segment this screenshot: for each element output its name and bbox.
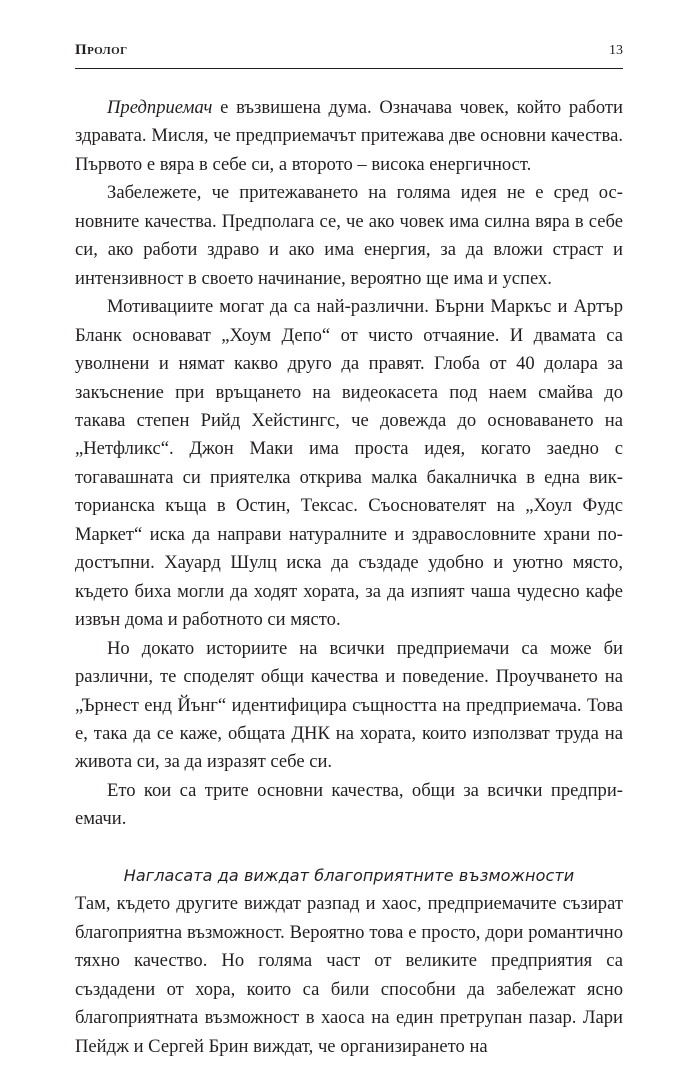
paragraph-3: Мотивациите могат да са най-различни. Бърни Маркъс и Артър Бланк основават „Хоум Депо“ от чисто отчаяние. И двамата са уволнени и нямат какво друго да правят. Глоба от 40 долара за закъснение при връщането на видеокасета под наем смайва до такава степен Рийд Хейстингс, че довежда до основаването на „Нетфликс“. Джон Маки има проста идея, когато заедно с тогавашната си приятелка открива малка бакалничка в една викторианска къща в Остин, Тексас. Съоснователят на „Хоул Фудс Маркет“ иска да направи натуралните и здравословните храни по-достъпни. Хауард Шулц иска да създаде удобно и уютно място, където биха могли да ходят хората, за да изпият чаша чудесно кафе извън дома и работното си място.: [75, 296, 623, 631]
running-header: [75, 42, 623, 66]
paragraph-5: Ето кои са трите основни качества, общи за всички предприемачи.: [75, 779, 623, 830]
section-paragraph: Там, където другите виждат разпад и хаос, предприемачите съзират благоприятна възможност. Вероятно това е просто, дори романтично тяхно качество. Но голяма част от великите предприятия са създадени от хора, които са били способни да забележат ясно благоприятната възможност в хаоса на един претрупан пазар. Лари Пейдж и Сергей Брин виждат, че организирането на: [75, 893, 623, 1057]
paragraph-1: [75, 94, 623, 179]
header-rule: [75, 68, 623, 69]
paragraph-4: Но докато историите на всички предприемачи са може би различни, те споделят общи качества и поведение. Проучването на „Ърнест енд Йънг“ идентифицира същността на предприемача. Това е, така да се каже, общата ДНК на хората, които използват труда на живота си, за да изразят себе си.: [75, 637, 623, 773]
paragraph-2: Забележете, че притежаването на голяма идея не е сред основните качества. Предполага се, че ако човек има силна вяра в себе си, ако работи здраво и ако има енергия, за да вложи страст и интензивност в своето начинание, вероятно ще има и успех.: [75, 182, 623, 289]
italic-term: Предприемач: [107, 97, 213, 118]
section-subheading: Нагласата да виждат благоприятните възможности: [123, 865, 575, 885]
page-number: 13: [609, 43, 623, 58]
paragraph-1-text: е възвишена дума. Означава човек, който работи здравата. Мисля, че предприемачът притежава две основни качества. Първото е вяра в себе си, а второто – висока енергичност.: [75, 97, 623, 175]
chapter-running-title: Пролог: [75, 42, 128, 58]
page-body: [75, 94, 623, 1061]
